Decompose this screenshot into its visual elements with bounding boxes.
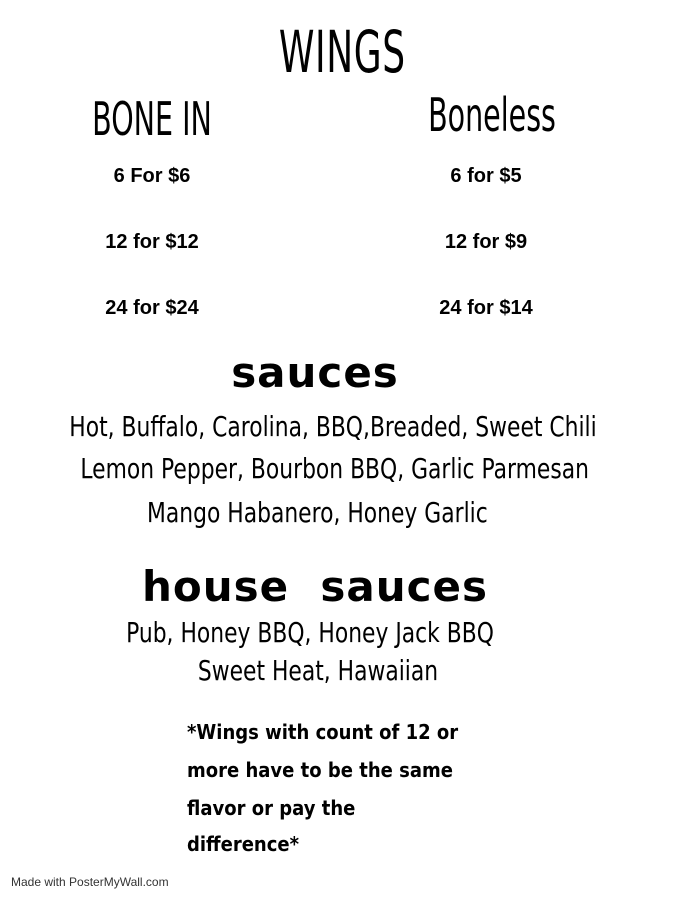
boneless-price-12: 12 for $9 [444, 231, 528, 253]
sauces-heading: sauces [231, 348, 399, 397]
note-line: difference* [187, 832, 300, 856]
note-line: *Wings with count of 12 or [187, 720, 459, 744]
sauces-line: Mango Habanero, Honey Garlic [147, 496, 488, 529]
bone-in-price-6: 6 For $6 [113, 165, 191, 187]
note-line: flavor or pay the [187, 796, 356, 820]
house-sauces-line: Sweet Heat, Hawaiian [197, 654, 439, 687]
note-line: more have to be the same [187, 758, 453, 782]
bone-in-heading: BONE IN [92, 92, 212, 146]
bone-in-price-24: 24 for $24 [105, 297, 199, 319]
house-sauces-heading: house sauces [141, 562, 488, 611]
menu-title: WINGS [278, 18, 406, 86]
house-sauces-line: Pub, Honey BBQ, Honey Jack BBQ [126, 616, 494, 649]
bone-in-price-12: 12 for $12 [105, 231, 199, 253]
sauces-line: Hot, Buffalo, Carolina, BBQ,Breaded, Sweet Chili [69, 410, 597, 443]
sauces-line: Lemon Pepper, Bourbon BBQ, Garlic Parmesan [80, 452, 589, 485]
boneless-price-24: 24 for $14 [439, 297, 533, 319]
boneless-heading: Boneless [428, 88, 556, 142]
footer-credit: Made with PosterMyWall.com [11, 875, 169, 889]
boneless-price-6: 6 for $5 [450, 165, 522, 187]
